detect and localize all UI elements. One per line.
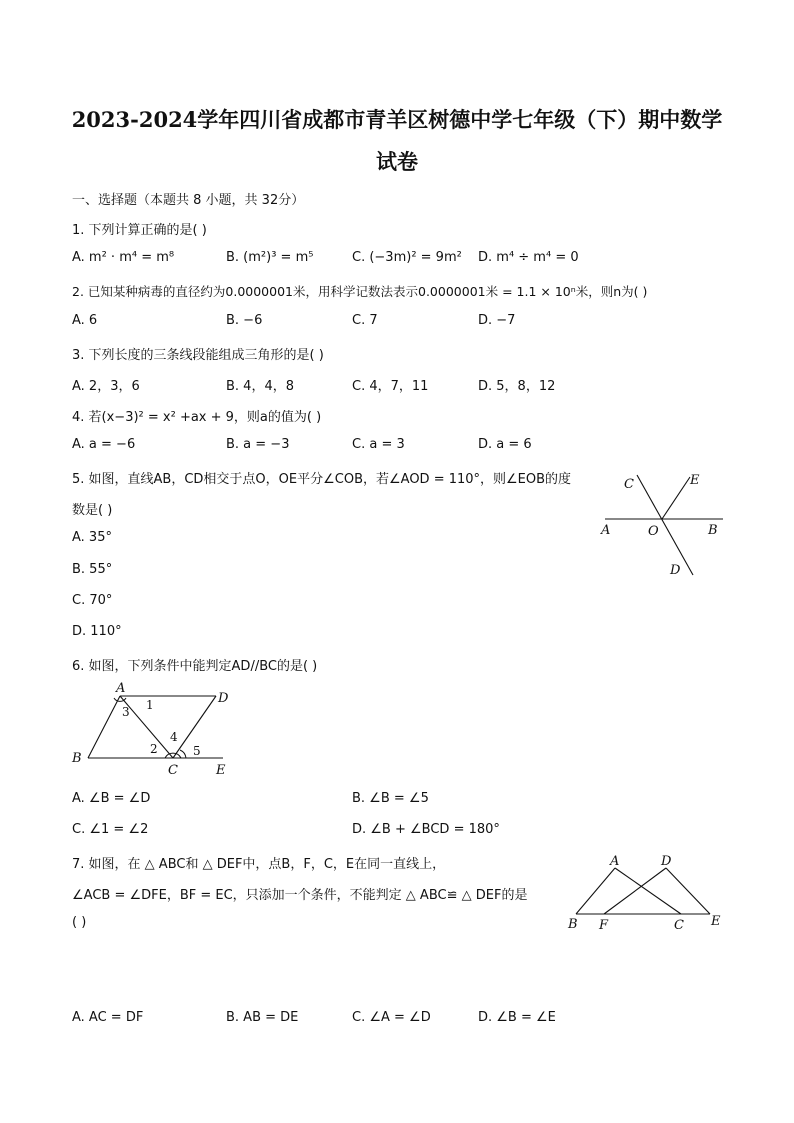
fig6-angle-4: 4	[170, 730, 178, 744]
question-4-option-a: A. a = −6	[72, 437, 136, 452]
figure-parallel-lines	[68, 680, 243, 780]
question-5-option-a: A. 35°	[72, 530, 112, 545]
question-1-option-d: D. m⁴ ÷ m⁴ = 0	[478, 250, 579, 265]
page-title-line2: 试卷	[376, 149, 418, 174]
question-2-option-b: B. −6	[226, 313, 263, 328]
fig5-label-a: A	[601, 523, 611, 538]
fig5-label-o: O	[648, 524, 659, 539]
fig5-label-c: C	[624, 477, 634, 492]
question-5-option-d: D. 110°	[72, 624, 122, 639]
question-4-option-c: C. a = 3	[352, 437, 405, 452]
fig7-label-b: B	[568, 917, 578, 932]
question-7-stem: 7. 如图，在 △ ABC和 △ DEF中，点B，F，C，E在同一直线上，	[72, 857, 446, 872]
fig6-angle-3: 3	[122, 705, 130, 719]
question-5-option-c: C. 70°	[72, 593, 113, 608]
fig6-angle-5: 5	[193, 744, 201, 758]
question-1-option-a: A. m² · m⁴ = m⁸	[72, 250, 175, 265]
fig5-label-b: B	[708, 523, 718, 538]
fig6-angle-1: 1	[146, 698, 154, 712]
figure-intersecting-lines	[595, 465, 730, 580]
fig6-label-e: E	[216, 763, 226, 778]
fig7-label-f: F	[599, 918, 609, 933]
question-6-option-b: B. ∠B = ∠5	[352, 791, 429, 806]
question-3-option-d: D. 5，8，12	[478, 379, 556, 394]
figure-triangles	[562, 852, 727, 934]
question-4-option-b: B. a = −3	[226, 437, 290, 452]
question-3-option-a: A. 2，3，6	[72, 379, 140, 394]
fig6-label-a: A	[116, 681, 126, 696]
fig6-label-c: C	[168, 763, 178, 778]
question-7-option-b: B. AB = DE	[226, 1010, 299, 1025]
question-6-stem: 6. 如图，下列条件中能判定AD//BC的是( )	[72, 659, 318, 674]
question-7-stem-cont: ∠ACB = ∠DFE，BF = EC，只添加一个条件，不能判定 △ ABC≌ △ DEF的是	[72, 888, 528, 903]
question-2-option-d: D. −7	[478, 313, 516, 328]
fig7-label-a: A	[610, 854, 620, 869]
question-1-stem: 1. 下列计算正确的是( )	[72, 223, 207, 238]
question-3-option-c: C. 4，7，11	[352, 379, 429, 394]
fig5-label-d: D	[670, 563, 681, 578]
question-2-option-a: A. 6	[72, 313, 98, 328]
question-6-option-d: D. ∠B + ∠BCD = 180°	[352, 822, 500, 837]
fig6-label-d: D	[218, 691, 229, 706]
question-7-option-c: C. ∠A = ∠D	[352, 1010, 431, 1025]
question-3-stem: 3. 下列长度的三条线段能组成三角形的是( )	[72, 348, 324, 363]
page-title: 2023-2024学年四川省成都市青羊区树德中学七年级（下）期中数学	[71, 107, 723, 132]
question-6-option-c: C. ∠1 = ∠2	[72, 822, 149, 837]
section-heading: 一、选择题（本题共 8 小题，共 32分）	[72, 193, 305, 208]
question-7-option-a: A. AC = DF	[72, 1010, 144, 1025]
fig7-label-d: D	[661, 854, 672, 869]
question-4-option-d: D. a = 6	[478, 437, 532, 452]
fig7-label-e: E	[711, 914, 721, 929]
question-2-stem: 2. 已知某种病毒的直径约为0.0000001米，用科学记数法表示0.0000001米 = 1.1 × 10ⁿ米，则n为( )	[72, 284, 648, 299]
question-7-option-d: D. ∠B = ∠E	[478, 1010, 556, 1025]
fig6-label-b: B	[72, 751, 82, 766]
question-5-stem: 5. 如图，直线AB，CD相交于点O，OE平分∠COB，若∠AOD = 110°，则∠EOB的度	[72, 472, 572, 487]
question-1-option-c: C. (−3m)² = 9m²	[352, 250, 462, 265]
question-3-option-b: B. 4，4，8	[226, 379, 294, 394]
question-5-stem-cont: 数是( )	[72, 503, 113, 518]
question-2-option-c: C. 7	[352, 313, 378, 328]
fig6-angle-2: 2	[150, 742, 158, 756]
question-6-option-a: A. ∠B = ∠D	[72, 791, 151, 806]
fig5-label-e: E	[690, 473, 700, 488]
question-4-stem: 4. 若(x−3)² = x² +ax + 9，则a的值为( )	[72, 410, 322, 425]
question-1-option-b: B. (m²)³ = m⁵	[226, 250, 314, 265]
question-5-option-b: B. 55°	[72, 562, 113, 577]
fig7-label-c: C	[674, 918, 684, 933]
question-7-stem-end: ( )	[72, 915, 87, 930]
